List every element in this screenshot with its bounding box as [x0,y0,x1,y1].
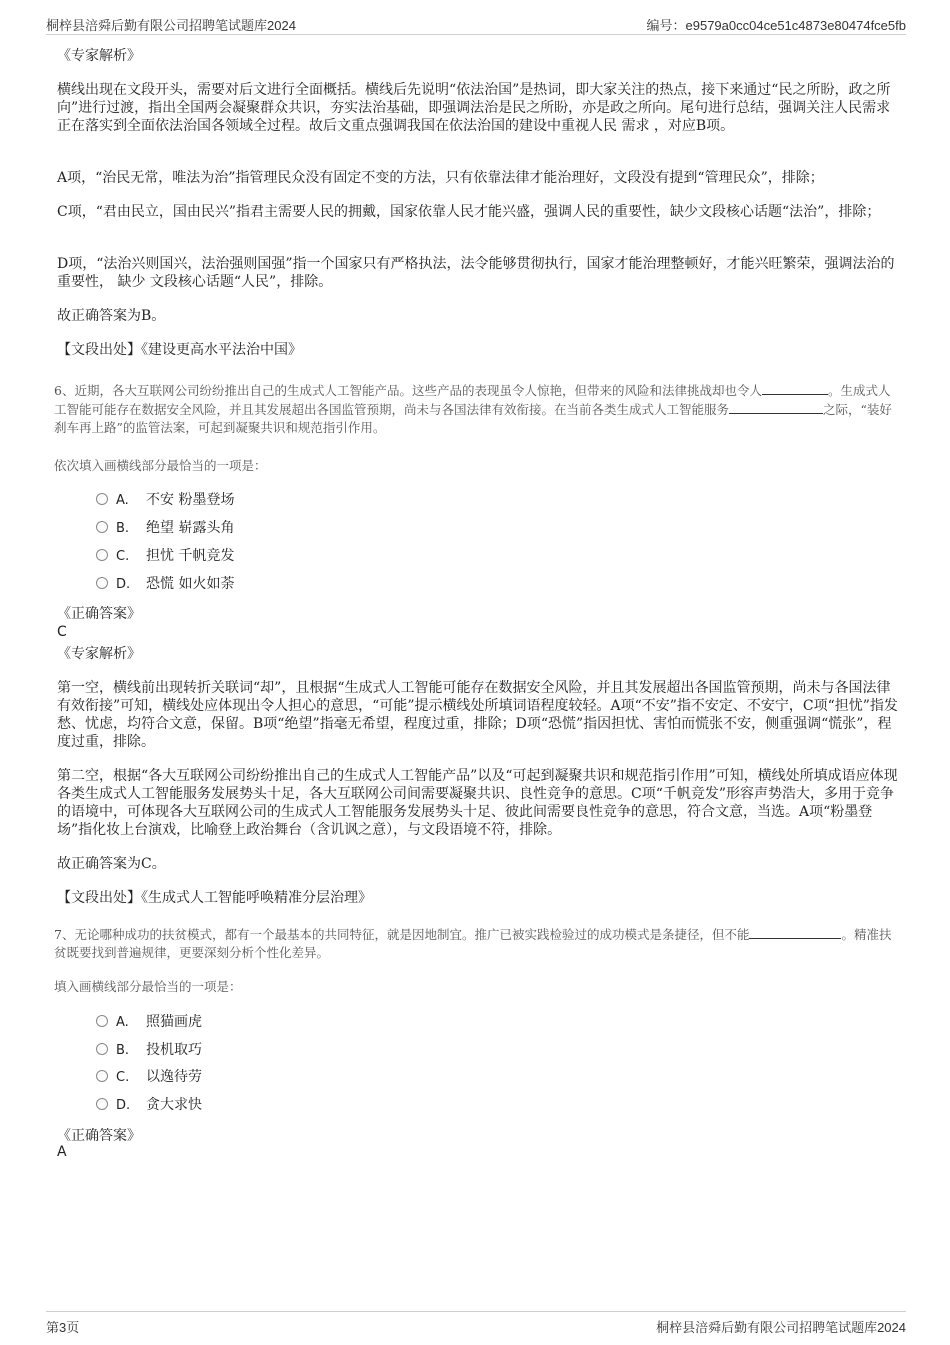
q7-blank-1 [749,925,841,939]
page-number: 第3页 [46,1320,80,1335]
q6-source-title: 《生成式人工智能呼唤精准分层治理》 [141,890,372,906]
q6-analysis-para-2: 第二空，根据“各大互联网公司纷纷推出自己的生成式人工智能产品”以及“可起到凝聚共识和规范指引作用”可知，横线处所填成语应体现各类生成式人工智能服务发展势头十足，各大互联网公司间需要凝聚共识、良性竞争的意思。C项“千帆竞发”形容声势浩大，多用于竞争的语境中，可体现各大互联网公司的生成式人工智能服务发展势头十足、彼此间需要良性竞争的意思，符合文意，当选。A项“粉墨登场”指化妆上台演戏，比喻登上政治舞台（含讥讽之意），与文段语境不符，排除。 [57,768,898,838]
q6-blank-1 [762,381,828,395]
q6-option-c[interactable]: C. 担忧 千帆竞发 [96,546,234,566]
q7-option-a[interactable]: A. 照猫画虎 [96,1012,202,1032]
q5-source [57,341,898,359]
radio-icon[interactable] [96,521,108,533]
q5-source-label: 【文段出处】 [57,342,141,358]
q6-analysis-para-1: 第一空，横线前出现转折关联词“却”，且根据“生成式人工智能可能存在数据安全风险，并且其发展超出各国监管预期，尚未与各国法律有效衔接”可知，横线处应体现出令人担心的意思，“可能”提示横线处所填词语程度较轻。A项“不安”指不安定、不安宁，C项“担忧”指发愁、忧虑，均符合文意，保留。B项“绝望”指毫无希望，程度过重，排除；D项“恐慌”指因担忧、害怕而慌张不安，侧重强调“慌张”，程度过重，排除。 [57,680,898,750]
document-id: 编号：e9579a0cc04ce51c4873e80474fce5fb [646,18,906,33]
q5-analysis-para-2: A项，“治民无常，唯法为治”指管理民众没有固定不变的方法，只有依靠法律才能治理好，文段没有提到“管理民众”，排除； [57,170,824,186]
q7-option-d[interactable]: D. 贪大求快 [96,1095,202,1115]
q5-source-title: 《建设更高水平法治中国》 [141,342,302,358]
q6-option-d[interactable]: D. 恐慌 如火如荼 [96,574,234,594]
q6-answer: C [57,624,67,640]
q7-question-text: 7、无论哪种成功的扶贫模式，都有一个最基本的共同特征，就是因地制宜。推广已被实践检验过的成功模式是条捷径，但不能 。精准扶贫既要找到普遍规律，更要深刻分析个性化差异。 [54,927,892,960]
q6-answer-label: 《正确答案》 [57,606,141,622]
q6-blank-2 [729,400,823,414]
radio-icon[interactable] [96,1015,108,1027]
page-header [46,12,906,35]
q5-analysis-para-1: 横线出现在文段开头，需要对后文进行全面概括。横线后先说明“依法治国”是热词，即大家关注的热点，接下来通过“民之所盼，政之所向”进行过渡，指出全国两会凝聚群众共识，夯实法治基础，即强调法治是民之所盼，亦是政之所向。尾句进行总结，强调关注人民需求正在落实到全面依法治国各领域全过程。故后文重点强调我国在依法治国的建设中重视人民 需求 ，对应B项。 [57,82,891,134]
q7-instruction: 填入画横线部分最恰当的一项是： [54,979,242,994]
header-title: 桐梓县涪舜后勤有限公司招聘笔试题库2024 [46,18,296,33]
q6-source [57,889,898,907]
q5-expert-label: 《专家解析》 [57,48,141,64]
q5-analysis-para-4: D项，“法治兴则国兴，法治强则国强”指一个国家只有严格执法，法令能够贯彻执行，国家才能治理整顿好，才能兴旺繁荣，强调法治的重要性， 缺少 文段核心话题“人民”，排除。 [57,256,895,290]
q7-option-c[interactable]: C. 以逸待劳 [96,1067,202,1087]
q6-question-text: 6、近期，各大互联网公司纷纷推出自己的生成式人工智能产品。这些产品的表现虽令人惊艳，但带来的风险和法律挑战却也令人 。生成式人工智能可能存在数据安全风险，并且其发展超出各国监管预期，尚未与各国法律有效衔接。在当前各类生成式人工智能服务 之际，“装好刹车再上路”的监管法案，可起到凝聚共识和规范指引作用。 [54,383,892,435]
q5-analysis-para-3: C项，“君由民立，国由民兴”指君主需要人民的拥戴，国家依靠人民才能兴盛，强调人民的重要性，缺少文段核心话题“法治”，排除； [57,204,881,220]
q5-conclusion: 故正确答案为B。 [57,308,166,324]
q6-option-a[interactable]: A. 不安 粉墨登场 [96,490,234,510]
q7-answer-label: 《正确答案》 [57,1128,141,1144]
q6-instruction: 依次填入画横线部分最恰当的一项是： [54,458,267,473]
radio-icon[interactable] [96,549,108,561]
radio-icon[interactable] [96,1043,108,1055]
footer-title: 桐梓县涪舜后勤有限公司招聘笔试题库2024 [656,1320,906,1335]
radio-icon[interactable] [96,577,108,589]
page-footer [46,1311,906,1338]
q6-option-b[interactable]: B. 绝望 崭露头角 [96,518,234,538]
radio-icon[interactable] [96,1070,108,1082]
q6-source-label: 【文段出处】 [57,890,141,906]
q6-conclusion: 故正确答案为C。 [57,856,166,872]
radio-icon[interactable] [96,1098,108,1110]
q7-answer: A [57,1144,67,1160]
q7-option-b[interactable]: B. 投机取巧 [96,1040,202,1060]
q6-expert-label: 《专家解析》 [57,646,141,662]
radio-icon[interactable] [96,493,108,505]
